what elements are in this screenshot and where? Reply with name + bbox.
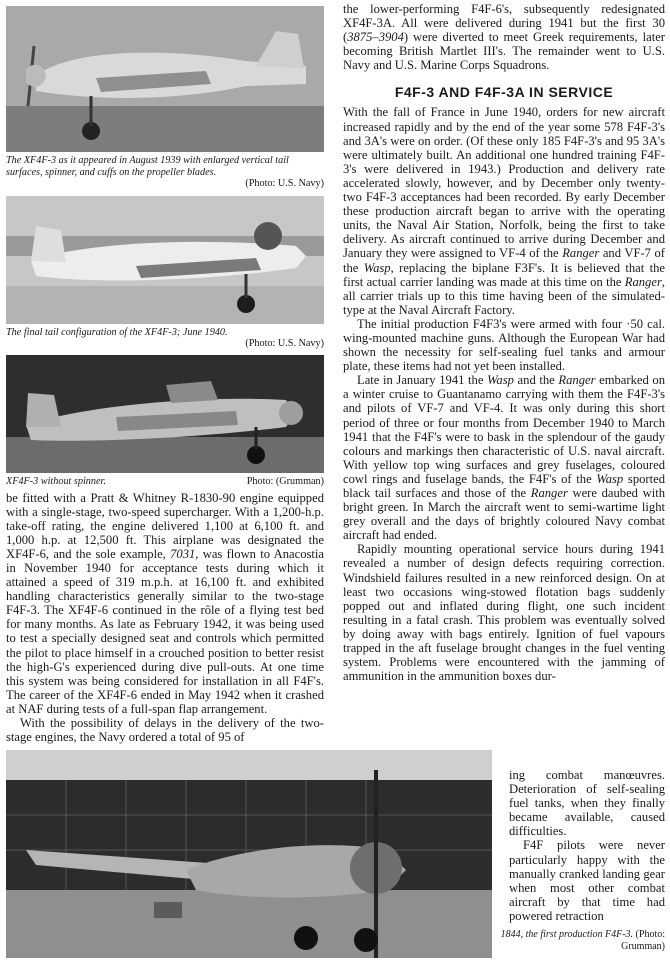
photo-production-f4f3 bbox=[6, 750, 492, 958]
photo-xf4f3-without-spinner bbox=[6, 355, 324, 473]
ship-name: Ranger bbox=[530, 486, 568, 500]
text-run: sported black tail surfaces and those of the bbox=[343, 471, 665, 500]
photo-caption bbox=[6, 327, 324, 350]
paragraph bbox=[343, 373, 665, 542]
photo-caption bbox=[6, 155, 324, 190]
caption-text: The final tail configuration of the XF4F-3; June 1940. bbox=[6, 326, 228, 338]
photo-credit: (Photo: U.S. Navy) bbox=[245, 178, 324, 189]
ship-name: Ranger bbox=[558, 373, 596, 388]
paragraph: The initial production F4F3's were armed with four ·50 cal. wing-mounted machine guns. Although the European War had shown the necessity for self-sealing fuel tanks and armour plate, these items had not yet been installed. bbox=[343, 316, 665, 374]
ship-name: Ranger bbox=[624, 274, 662, 289]
text-run: ) were diverted to meet Greek requirements, later becoming British Martlet III's. The remainder went to U.S. Navy and U.S. Marine Corps Squadrons. bbox=[343, 30, 665, 73]
paragraph: F4F pilots were never particularly happy with the manually cranked landing gear when most other combat aircraft by that time had powered retraction bbox=[509, 838, 665, 923]
text-run: be fitted with a Pratt & Whitney R-1830-90 engine equipped with a single-stage, two-speed supercharger. With a 1,200-h.p. take-off rating, the engine delivered 1,100 at 6,100 ft. and 1,000 h.p. at 12,500 ft. This airplane was designated the XF4F-6, and the sole example, bbox=[6, 490, 324, 561]
ship-name: Wasp bbox=[596, 471, 624, 486]
paragraph: Rapidly mounting operational service hours during 1941 revealed a number of design defects requiring correction. Windshield failures resulted in a new reinforced design. On at least two occasions wing-stowed flotation bags suddenly popped out and inflated during flight, one such incident resulting in a fatal crash. This problem was eventually solved by doing away with bags entirely. Ignition of fuel vapours trapped in the aft fuselage brought changes in the fuel venting system. Problems were encountered with the jamming of ammunition in the ammunition boxes dur- bbox=[343, 542, 665, 684]
right-column bbox=[343, 2, 665, 683]
text-run: , was flown to Anacostia in November 1940 for acceptance tests during which it attained a speed of 319 m.p.h. at 16,100 ft. and exhibited handling characteristics generally similar to the two-stage F4F-3. The XF4F-6 continued in the rôle of a flying test bed for many months. As late as February 1942, it was being used to test a specially designed seat and controls which permitted the pilot to place himself in a crouched position to better resist the high-G's experienced during dive pull-outs. At one time this system was being considered for installation in all F4F's. The career of the XF4F-6 ended in May 1942 when it crashed at NAF during tests of a full-span flap arrangement. bbox=[6, 546, 324, 716]
aircraft-photo-image bbox=[6, 355, 324, 473]
photo-credit: Photo: (Grumman) bbox=[246, 475, 324, 487]
text-run: With the fall of France in June 1940, orders for new aircraft increased rapidly and by the end of the year some 578 F4F-3's and 3A's were on order. (Of these only 185 F4F-3's and 95 3A's were ultimately built. An additional one hundred training F4F-3's were delivered in 1943.) Production and delivery rate accelerated slowly, however, and by December only twenty-two F4F-3 acceptances had been recorded. By early December these production aircraft began to arrive with the operating units, the Naval Air Station, Norfolk, being the first to take delivery. As aircraft continued to arrive during December and January they were assigned to VF-4 of the bbox=[343, 105, 665, 261]
aircraft-photo-image bbox=[6, 6, 324, 152]
serial-number: 7031 bbox=[170, 546, 196, 561]
paragraph: With the possibility of delays in the delivery of the two-stage engines, the Navy ordered a total of 95 of bbox=[6, 716, 324, 745]
text-run: were daubed with bright green. In March the aircraft went to semi-wartime light grey overall and the days of brightly coloured Navy combat aircraft had ended. bbox=[343, 486, 665, 543]
caption-text: 1844, the first production F4F-3. bbox=[500, 929, 634, 940]
text-run: , replacing the biplane F3F's. It is believed that the first actual carrier landing was made at this time on the bbox=[343, 260, 665, 289]
paragraph: ing combat manœuvres. Deterioration of self-sealing fuel tanks, when they finally became available, caused difficulties. bbox=[509, 768, 665, 839]
photo-credit: (Photo: U.S. Navy) bbox=[245, 338, 324, 349]
caption-text: The XF4F-3 as it appeared in August 1939 with enlarged vertical tail surfaces, spinner, and cuffs on the propeller blades. bbox=[6, 155, 289, 178]
photo-credit: (Photo: Grumman) bbox=[621, 929, 665, 952]
text-run: Late in January 1941 the bbox=[357, 373, 488, 388]
serial-numbers: 3875–3904 bbox=[347, 30, 404, 45]
photo-xf4f3-aug-1939 bbox=[6, 6, 324, 152]
aircraft-photo-image bbox=[6, 196, 324, 324]
photo-caption bbox=[6, 476, 324, 488]
text-run: and the bbox=[513, 373, 559, 388]
aircraft-photo-image bbox=[6, 750, 492, 958]
ship-name: Wasp bbox=[487, 373, 514, 388]
ship-name: Ranger bbox=[562, 246, 600, 261]
ship-name: Wasp bbox=[363, 260, 391, 275]
wrap-column bbox=[509, 768, 665, 923]
text-run: and VF-7 of the bbox=[343, 246, 665, 275]
photo-xf4f3-final-tail bbox=[6, 196, 324, 324]
text-run: the lower-performing F4F-6's, subsequently redesignated XF4F-3A. All were delivered during 1941 but the first 30 ( bbox=[343, 2, 665, 45]
paragraph bbox=[343, 2, 665, 72]
paragraph bbox=[6, 491, 324, 717]
photo-caption bbox=[500, 929, 665, 952]
paragraph bbox=[343, 105, 665, 316]
text-run: embarked on a winter cruise to Guantanamo carrying with them the F4F-3's and pilots of VF-7 and VF-4. It was only during this short period of three or four months from December 1940 to March 1941 that the F4F's were to bask in the splendour of the gaudy colours and markings then characteristic of U.S. naval aircraft. With yellow top wing surfaces and grey fuselages, coloured cowl rings and fuselage bands, the F4F's of the bbox=[343, 373, 665, 486]
text-run: , all carrier trials up to this time having been of the simulated-type at the Naval Aircraft Factory. bbox=[343, 274, 665, 317]
section-heading: F4F-3 AND F4F-3A IN SERVICE bbox=[394, 84, 614, 101]
left-column bbox=[6, 6, 324, 744]
caption-text: XF4F-3 without spinner. bbox=[6, 475, 106, 487]
